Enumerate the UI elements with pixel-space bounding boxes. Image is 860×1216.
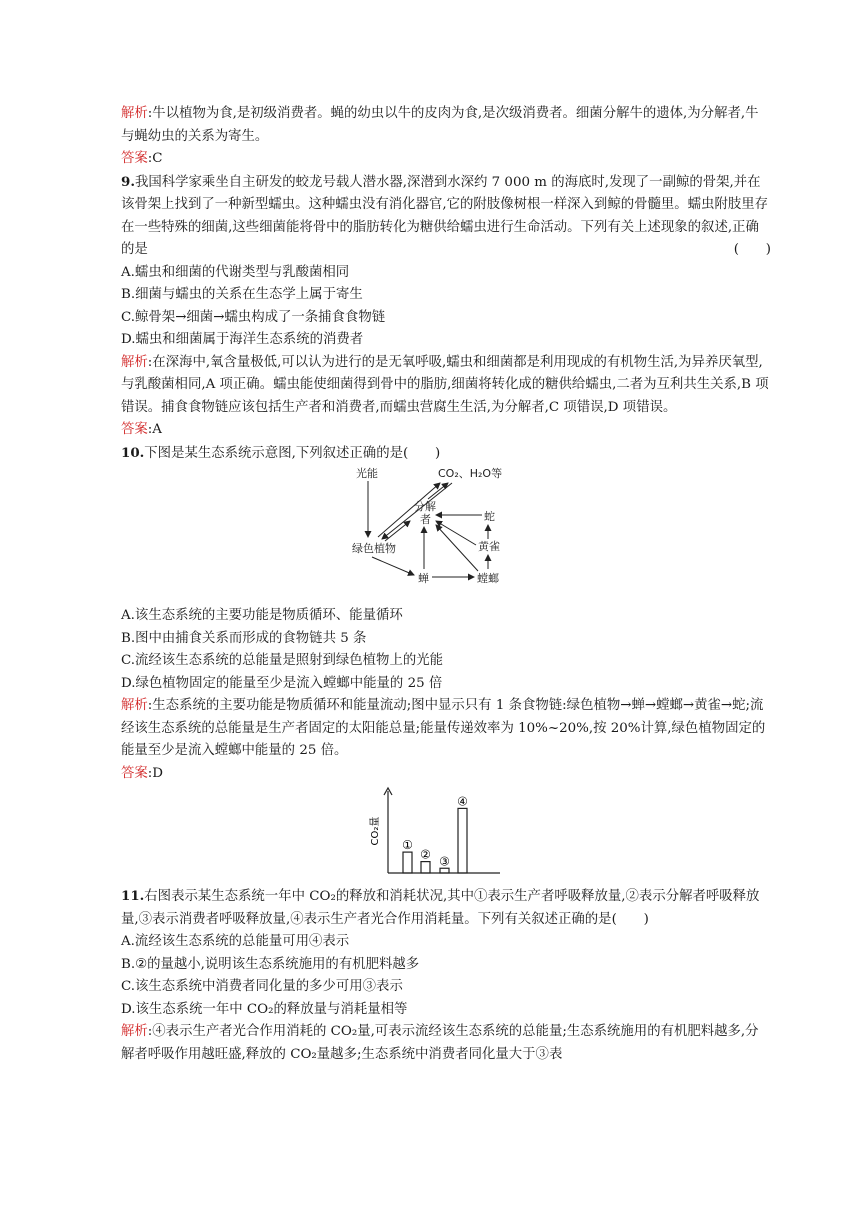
answer-label: 答案 [121,151,148,166]
q9-analysis [121,352,771,420]
option: B.②的量越小,说明该生态系统施用的有机肥料越多 [121,956,420,972]
q9-answer [121,419,771,442]
co2-chart-svg [0,785,860,885]
option: C.鲸骨架→细菌→蠕虫构成了一条捕食食物链 [121,309,386,325]
option: A.蠕虫和细菌的代谢类型与乳酸菌相同 [121,264,350,280]
arrow-mantis-decomposer [436,525,478,571]
node-plant: 绿色植物 [352,542,396,555]
arrow-plant-decomposer [385,521,410,541]
question-number: 10. [121,444,145,461]
question-number: 9. [121,173,135,190]
option: C.该生态系统中消费者同化量的多少可用③表示 [121,979,403,994]
option: A.该生态系统的主要功能是物质循环、能量循环 [121,608,403,623]
option: A.流经该生态系统的总能量可用④表示 [121,934,350,949]
node-snake: 蛇 [484,510,495,523]
y-axis-label: CO₂量 [370,816,381,846]
bar-label: ④ [457,794,468,809]
option: D.绿色植物固定的能量至少是流入螳螂中能量的 25 倍 [121,675,443,691]
node-co2: CO₂、H₂O等 [438,467,503,480]
bar [403,852,412,873]
co2-bar-chart [0,785,860,885]
arrow-plant-cicada [372,557,414,575]
analysis-label: 解析 [121,354,148,370]
bar [440,868,449,873]
question-stem: 下图是某生态系统示意图,下列叙述正确的是( ) [144,445,441,461]
analysis-text: :牛以植物为食,是初级消费者。蝇的幼虫以牛的皮肉为食,是次级消费者。细菌分解牛的遗体,为分解者,牛与蝇幼虫的关系为寄生。 [121,106,759,144]
node-light: 光能 [356,467,378,480]
node-decomposer-1: 分解 [414,500,436,513]
answer-text: :A [147,422,162,437]
option: C.流经该生态系统的总能量是照射到绿色植物上的光能 [121,653,444,668]
bar [421,862,430,873]
answer-text: :C [147,151,163,166]
q8-answer [121,148,771,171]
answer-label: 答案 [121,422,148,437]
option: D.蠕虫和细菌属于海洋生态系统的消费者 [121,332,364,347]
q11-analysis [121,1021,771,1066]
answer-label: 答案 [121,765,148,781]
question-stem: 我国科学家乘坐自主研发的蛟龙号载人潜水器,深潜到水深约 7 000 m 的海底时,发现了一副鲸的骨架,并在该骨架上找到了一种新型蠕虫。这种蠕虫没有消化器官,它的附肢像树根一样深入到鲸的骨髓里。蠕虫附肢里存在一些特殊的细菌,这些细菌能将骨中的脂肪转化为糖供给蠕虫进行生命活动。下列有关上述现象的叙述,正确的是 [121,174,769,257]
option: B.细菌与蠕虫的关系在生态学上属于寄生 [121,287,363,302]
analysis-text: :在深海中,氧含量极低,可以认为进行的是无氧呼吸,蠕虫和细菌都是利用现成的有机物生活,为异养厌氧型,与乳酸菌相同,A 项正确。蠕虫能使细菌得到骨中的脂肪,细菌将转化成的糖供给蠕虫,二者为互利共生关系,B 项错误。捕食食物链应该包括生产者和消费者,而蠕虫营腐生生活,为分解者,C 项错误,D 项错误。 [121,354,769,415]
bar-label: ② [420,847,431,862]
q9-stem [121,171,771,262]
q10-analysis [121,695,771,763]
bar [458,808,467,873]
analysis-label: 解析 [121,1024,148,1039]
analysis-text: :生态系统的主要功能是物质循环和能量流动;图中显示只有 1 条食物链:绿色植物→蝉→螳螂→黄雀→蛇;流经该生态系统的总能量是生产者固定的太阳能总量;能量传递效率为 10%~20%,按 20%计算,绿色植物固定的能量至少是流入螳螂中能量的 25 倍。 [121,698,766,758]
option: B.图中由捕食关系而形成的食物链共 5 条 [121,630,367,646]
analysis-label: 解析 [121,106,148,121]
question-number: 11. [121,888,145,904]
analysis-text: :④表示生产者光合作用消耗的 CO₂量,可表示流经该生态系统的总能量;生态系统施用的有机肥料越多,分解者呼吸作用越旺盛,释放的 CO₂量越多;生态系统中消费者同化量大于③表 [121,1024,759,1062]
ecosystem-diagram [0,465,860,605]
arrow-oriole-decomposer [436,521,476,545]
q10-stem [121,442,771,466]
q11-stem [121,885,771,931]
bar-label: ① [402,838,413,853]
option: D.该生态系统一年中 CO₂的释放量与消耗量相等 [121,1001,408,1017]
node-oriole: 黄雀 [478,540,500,553]
node-mantis: 螳螂 [477,572,499,585]
q10-answer [121,763,771,786]
ecosystem-diagram-svg [0,465,860,605]
bar-label: ③ [439,854,450,869]
document-page [121,103,771,1066]
analysis-label: 解析 [121,698,148,713]
node-decomposer-2: 者 [420,513,431,526]
node-cicada: 蝉 [418,572,429,585]
answer-paren: ( ) [733,242,771,257]
answer-text: :D [147,765,164,781]
question-stem: 右图表示某生态系统一年中 CO₂的释放和消耗状况,其中①表示生产者呼吸释放量,②表示分解者呼吸释放量,③表示消费者呼吸释放量,④表示生产者光合作用消耗量。下列有关叙述正确的是( ) [121,889,760,927]
q8-analysis [121,103,771,148]
